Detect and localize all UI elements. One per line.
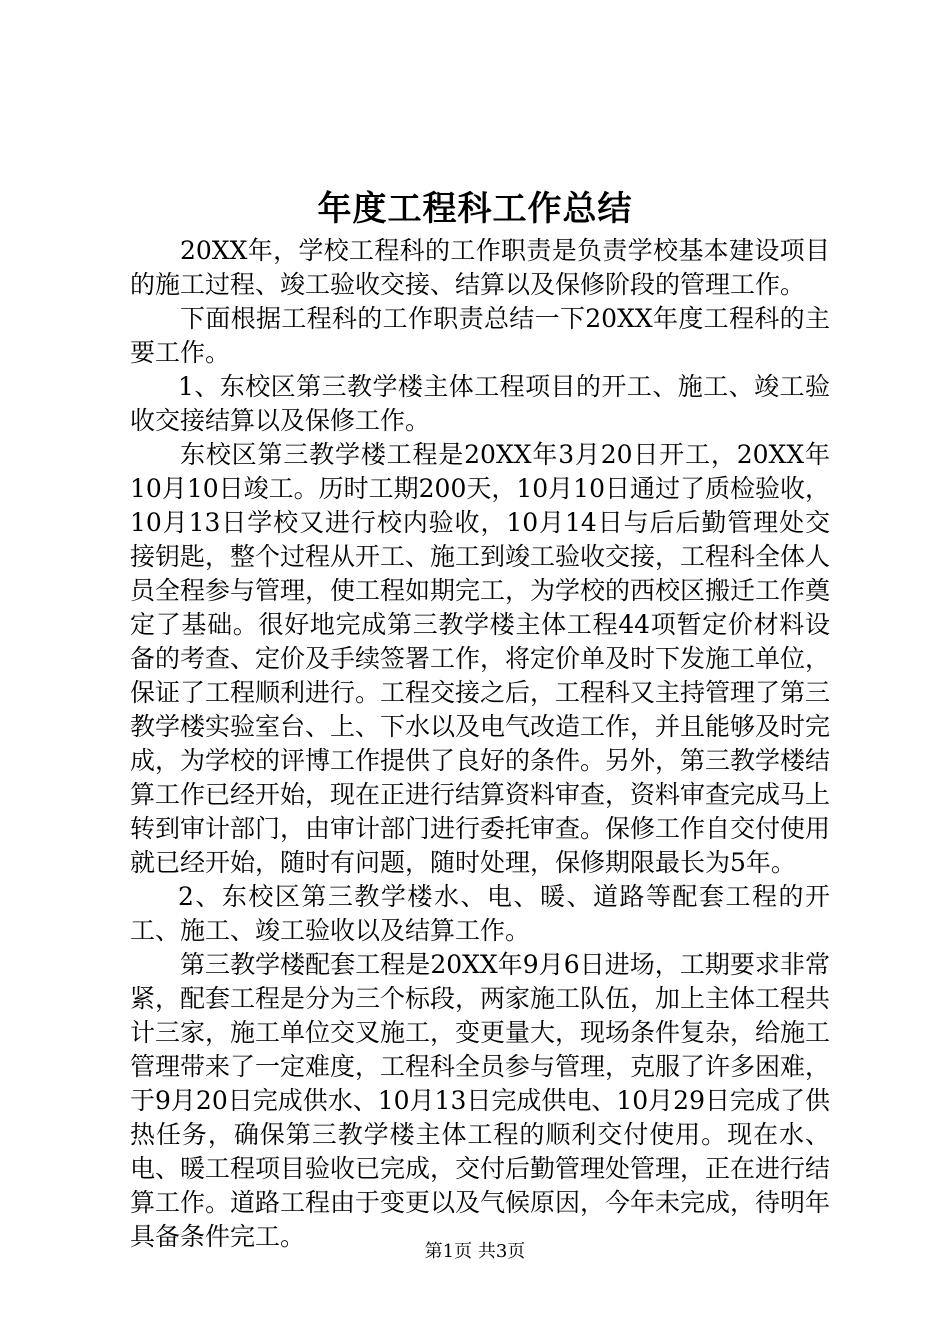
- paragraph-item-1-detail: 东校区第三教学楼工程是20XX年3月20日开工，20XX年10月10日竣工。历时工期200天，10月10日通过了质检验收，10月13日学校又进行校内验收，10月14日与后后勤管理处交接钥匙，整个过程从开工、施工到竣工验收交接，工程科全体人员全程参与管理，使工程如期完工，为学校的西校区搬迁工作奠定了基础。很好地完成第三教学楼主体工程44项暂定价材料设备的考查、定价及手续签署工作，将定价单及时下发施工单位，保证了工程顺利进行。工程交接之后，工程科又主持管理了第三教学楼实验室台、上、下水以及电气改造工作，并且能够及时完成，为学校的评博工作提供了良好的条件。另外，第三教学楼结算工作已经开始，现在正进行结算资料审查，资料审查完成马上转到审计部门，由审计部门进行委托审查。保修工作自交付使用就已经开始，随时有问题，随时处理，保修期限最长为5年。: [130, 440, 831, 877]
- paragraph-item-2-detail: 第三教学楼配套工程是20XX年9月6日进场，工期要求非常紧，配套工程是分为三个标段，两家施工队伍，加上主体工程共计三家，施工单位交叉施工，变更量大，现场条件复杂，给施工管理带来了一定难度，工程科全员参与管理，克服了许多困难，于9月20日完成供水、10月13日完成供电、10月29日完成了供热任务，确保第三教学楼主体工程的顺利交付使用。现在水、电、暖工程项目验收已完成，交付后勤管理处管理，正在进行结算工作。道路工程由于变更以及气候原因，今年未完成，待明年具备条件完工。: [130, 950, 831, 1251]
- page-number-footer: 第1页 共3页: [424, 1241, 526, 1262]
- document-body: [130, 234, 830, 1254]
- paragraph-item-1-heading: 1、东校区第三教学楼主体工程项目的开工、施工、竣工验收交接结算以及保修工作。: [130, 372, 830, 435]
- document-title: 年度工程科工作总结: [317, 189, 633, 229]
- paragraph-summary-lead: 下面根据工程科的工作职责总结一下20XX年度工程科的主要工作。: [130, 304, 830, 367]
- paragraph-intro: 20XX年，学校工程科的工作职责是负责学校基本建设项目的施工过程、竣工验收交接、结算以及保修阶段的管理工作。: [130, 236, 830, 299]
- paragraph-item-2-heading: 2、东校区第三教学楼水、电、暖、道路等配套工程的开工、施工、竣工验收以及结算工作。: [130, 882, 830, 945]
